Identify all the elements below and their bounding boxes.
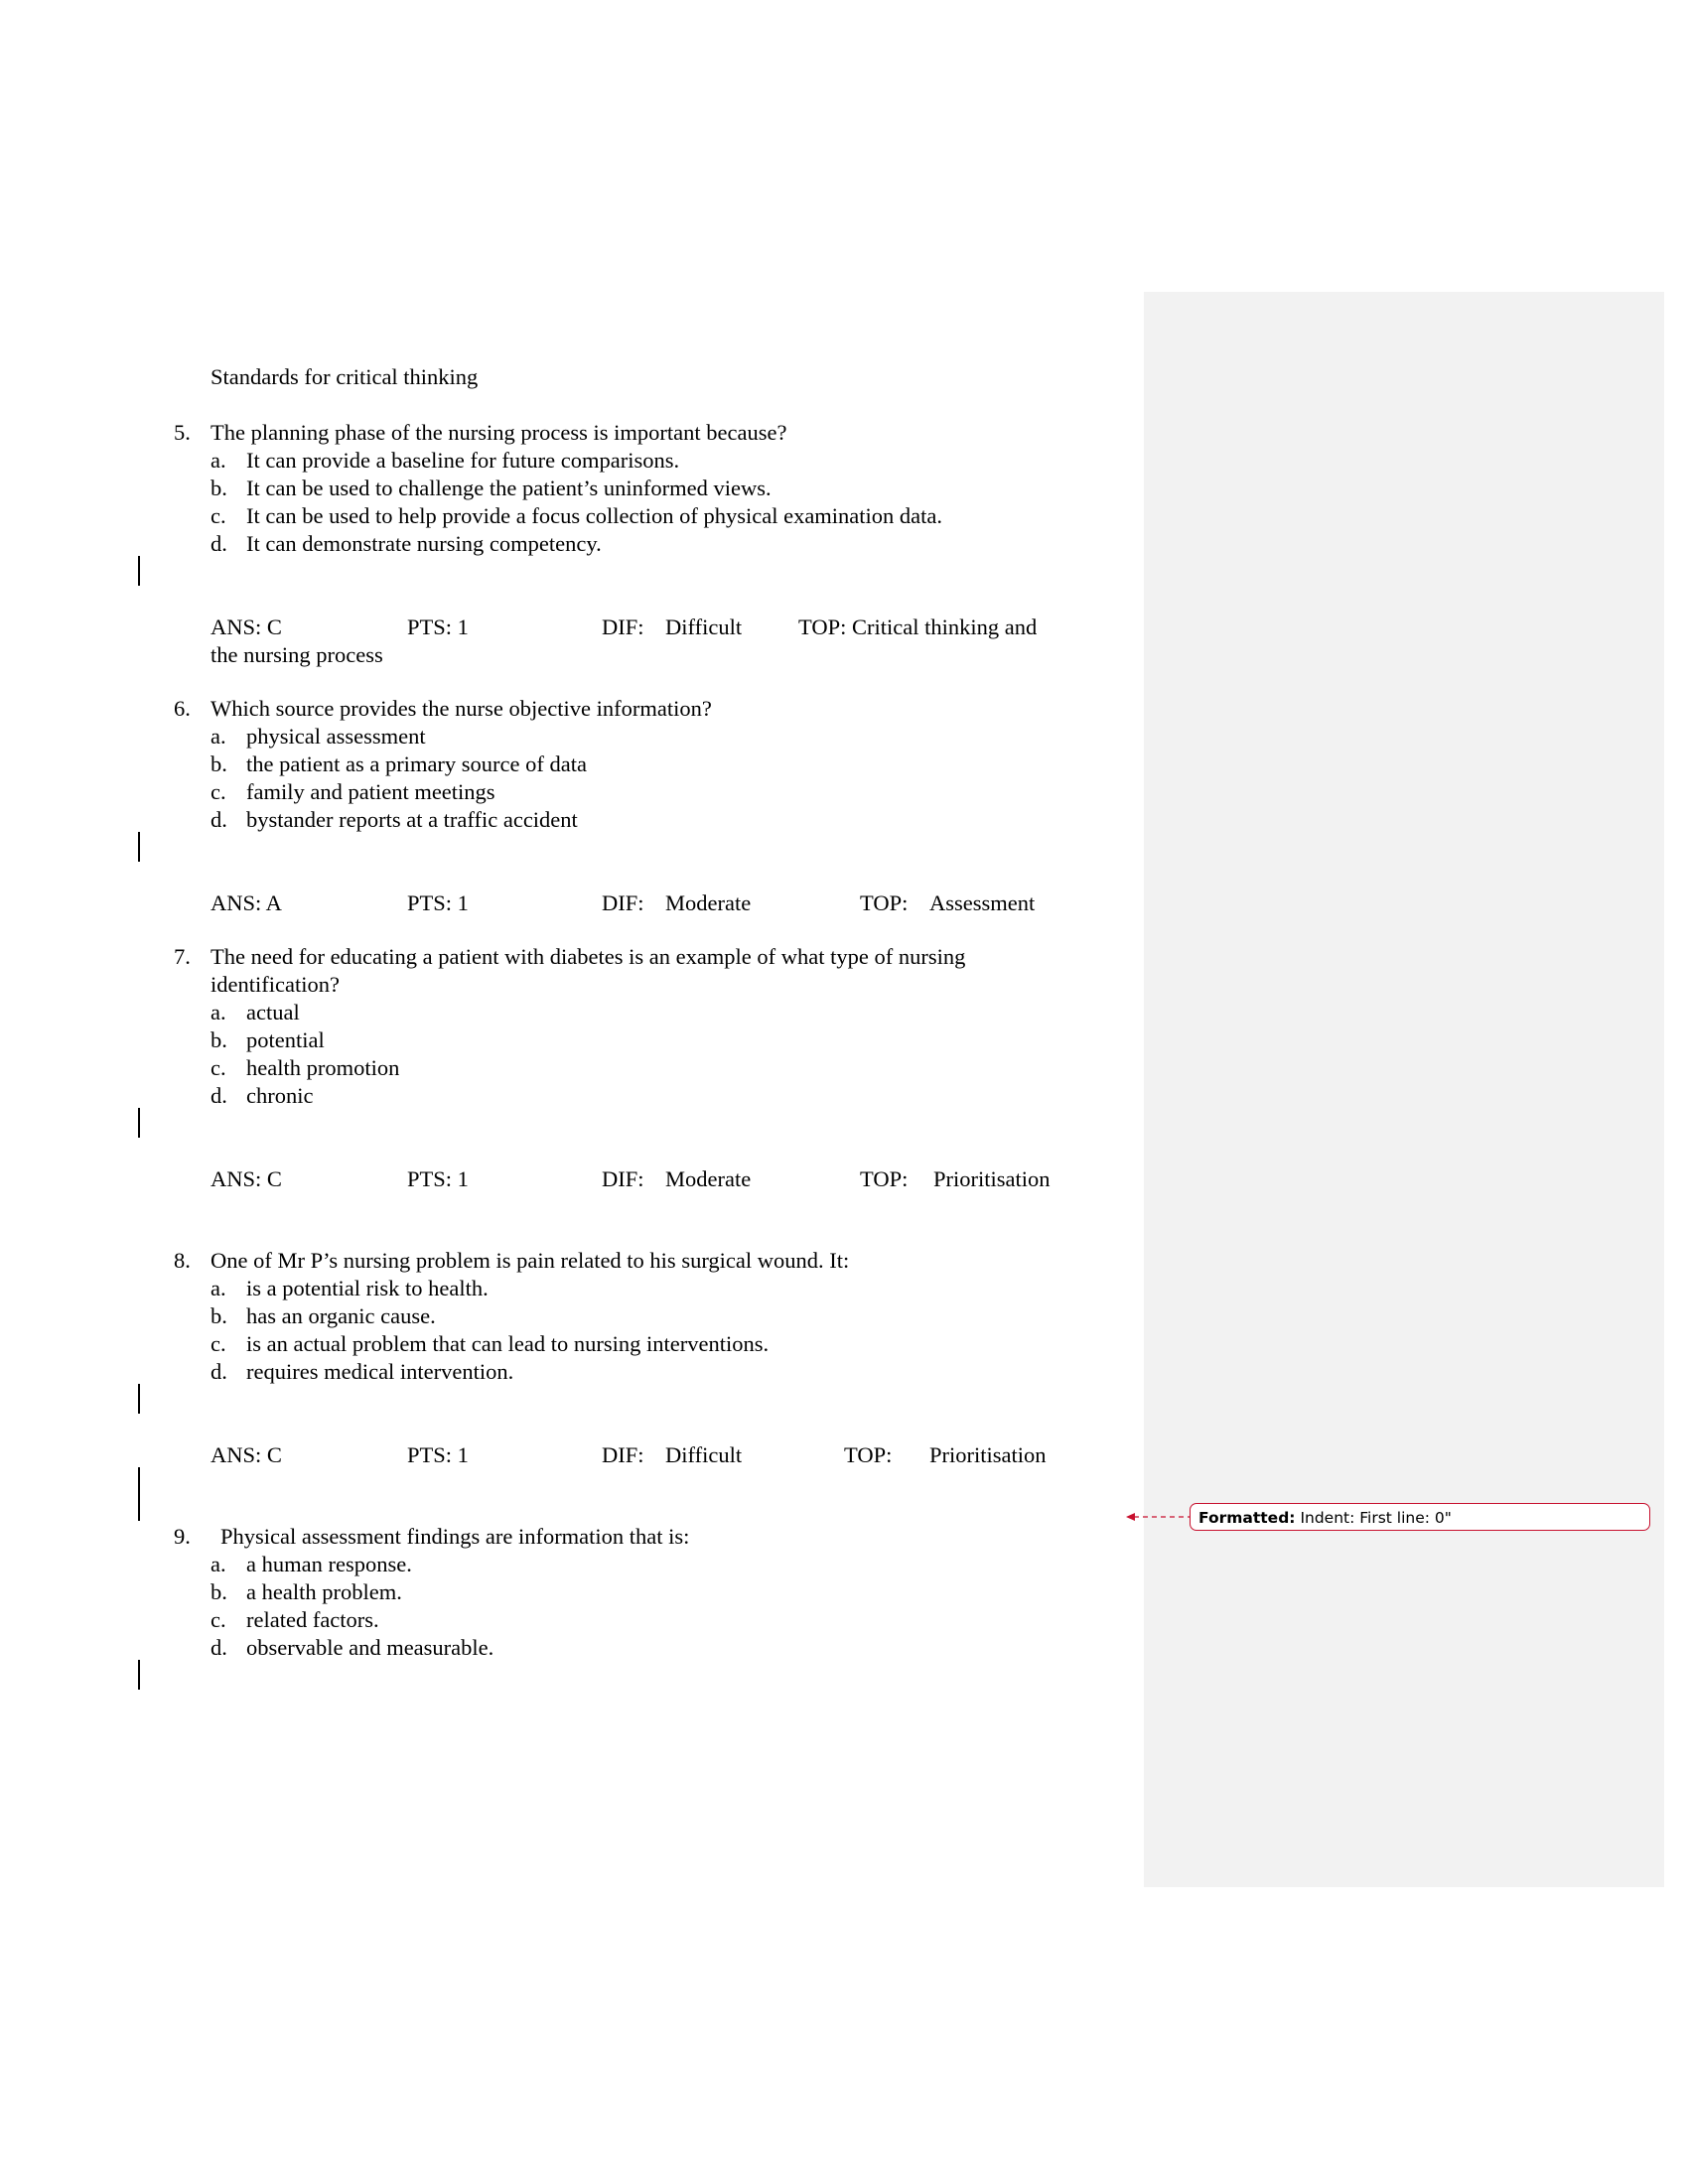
topic-label: TOP: — [860, 1166, 909, 1191]
section-heading: Standards for critical thinking — [211, 364, 479, 389]
difficulty-label: DIF: — [602, 614, 644, 639]
question-stem: Which source provides the nurse objective information? — [211, 696, 712, 721]
option-letter: c. — [211, 1331, 226, 1356]
option-letter: d. — [211, 807, 227, 832]
option-letter: a. — [211, 724, 226, 749]
difficulty-value: Moderate — [665, 1166, 752, 1191]
option-text: requires medical intervention. — [246, 1359, 514, 1384]
option-text: potential — [246, 1027, 325, 1052]
option-letter: d. — [211, 1359, 227, 1384]
topic-value: Prioritisation — [929, 1442, 1047, 1467]
option-text: physical assessment — [246, 724, 426, 749]
option-letter: b. — [211, 1027, 227, 1052]
option-letter: a. — [211, 1276, 226, 1300]
topic-continued: the nursing process — [211, 642, 383, 667]
difficulty-label: DIF: — [602, 890, 644, 915]
comment-label: Formatted: — [1198, 1509, 1296, 1527]
question-stem: The planning phase of the nursing process is important because? — [211, 420, 787, 445]
change-bar — [138, 832, 140, 862]
difficulty-value: Difficult — [665, 1442, 743, 1467]
comment-text: Indent: First line: 0" — [1300, 1509, 1452, 1527]
points: PTS: 1 — [407, 1442, 469, 1467]
question-number: 9. — [174, 1524, 191, 1549]
question-stem: One of Mr P’s nursing problem is pain related to his surgical wound. It: — [211, 1248, 850, 1273]
answer-key: ANS: C — [211, 1442, 282, 1467]
option-text: It can provide a baseline for future comparisons. — [246, 448, 680, 473]
topic-value: Prioritisation — [933, 1166, 1051, 1191]
option-text: a health problem. — [246, 1579, 402, 1604]
difficulty-value: Difficult — [665, 614, 743, 639]
change-bar — [138, 1108, 140, 1138]
topic-label: TOP: — [860, 890, 909, 915]
option-letter: a. — [211, 1000, 226, 1024]
option-text: health promotion — [246, 1055, 400, 1080]
option-text: family and patient meetings — [246, 779, 495, 804]
topic-label: TOP: — [844, 1442, 893, 1467]
option-text: is a potential risk to health. — [246, 1276, 489, 1300]
option-letter: b. — [211, 1579, 227, 1604]
comment-pane — [1144, 292, 1664, 1887]
option-letter: b. — [211, 476, 227, 500]
difficulty-value: Moderate — [665, 890, 752, 915]
option-letter: d. — [211, 531, 227, 556]
option-letter: a. — [211, 448, 226, 473]
option-letter: a. — [211, 1552, 226, 1576]
topic-value: Assessment — [929, 890, 1036, 915]
option-letter: b. — [211, 751, 227, 776]
question-stem-continued: identification? — [211, 972, 340, 997]
difficulty-label: DIF: — [602, 1442, 644, 1467]
change-bar — [138, 1660, 140, 1690]
option-letter: c. — [211, 503, 226, 528]
question-stem: Physical assessment findings are information that is: — [220, 1524, 690, 1549]
option-letter: c. — [211, 1607, 226, 1632]
points: PTS: 1 — [407, 890, 469, 915]
option-text: It can demonstrate nursing competency. — [246, 531, 602, 556]
question-number: 5. — [174, 420, 191, 445]
option-text: It can be used to challenge the patient’s uninformed views. — [246, 476, 772, 500]
question-stem: The need for educating a patient with diabetes is an example of what type of nursing — [211, 944, 966, 969]
option-text: actual — [246, 1000, 300, 1024]
points: PTS: 1 — [407, 1166, 469, 1191]
option-text: It can be used to help provide a focus collection of physical examination data. — [246, 503, 943, 528]
option-text: has an organic cause. — [246, 1303, 436, 1328]
change-bar — [138, 1384, 140, 1414]
answer-key: ANS: A — [211, 890, 282, 915]
topic: TOP: Critical thinking and — [798, 614, 1038, 639]
option-letter: c. — [211, 1055, 226, 1080]
comment-leader-line — [1126, 1509, 1192, 1525]
change-bar — [138, 1467, 140, 1521]
option-text: a human response. — [246, 1552, 412, 1576]
option-text: observable and measurable. — [246, 1635, 494, 1660]
points: PTS: 1 — [407, 614, 469, 639]
option-letter: c. — [211, 779, 226, 804]
option-text: chronic — [246, 1083, 314, 1108]
question-number: 6. — [174, 696, 191, 721]
formatting-comment-balloon[interactable] — [1190, 1503, 1650, 1531]
option-text: the patient as a primary source of data — [246, 751, 587, 776]
option-letter: d. — [211, 1083, 227, 1108]
option-text: related factors. — [246, 1607, 379, 1632]
difficulty-label: DIF: — [602, 1166, 644, 1191]
option-text: bystander reports at a traffic accident — [246, 807, 578, 832]
answer-key: ANS: C — [211, 1166, 282, 1191]
answer-key: ANS: C — [211, 614, 282, 639]
option-letter: b. — [211, 1303, 227, 1328]
option-letter: d. — [211, 1635, 227, 1660]
option-text: is an actual problem that can lead to nursing interventions. — [246, 1331, 770, 1356]
question-number: 8. — [174, 1248, 191, 1273]
change-bar — [138, 556, 140, 586]
question-number: 7. — [174, 944, 191, 969]
